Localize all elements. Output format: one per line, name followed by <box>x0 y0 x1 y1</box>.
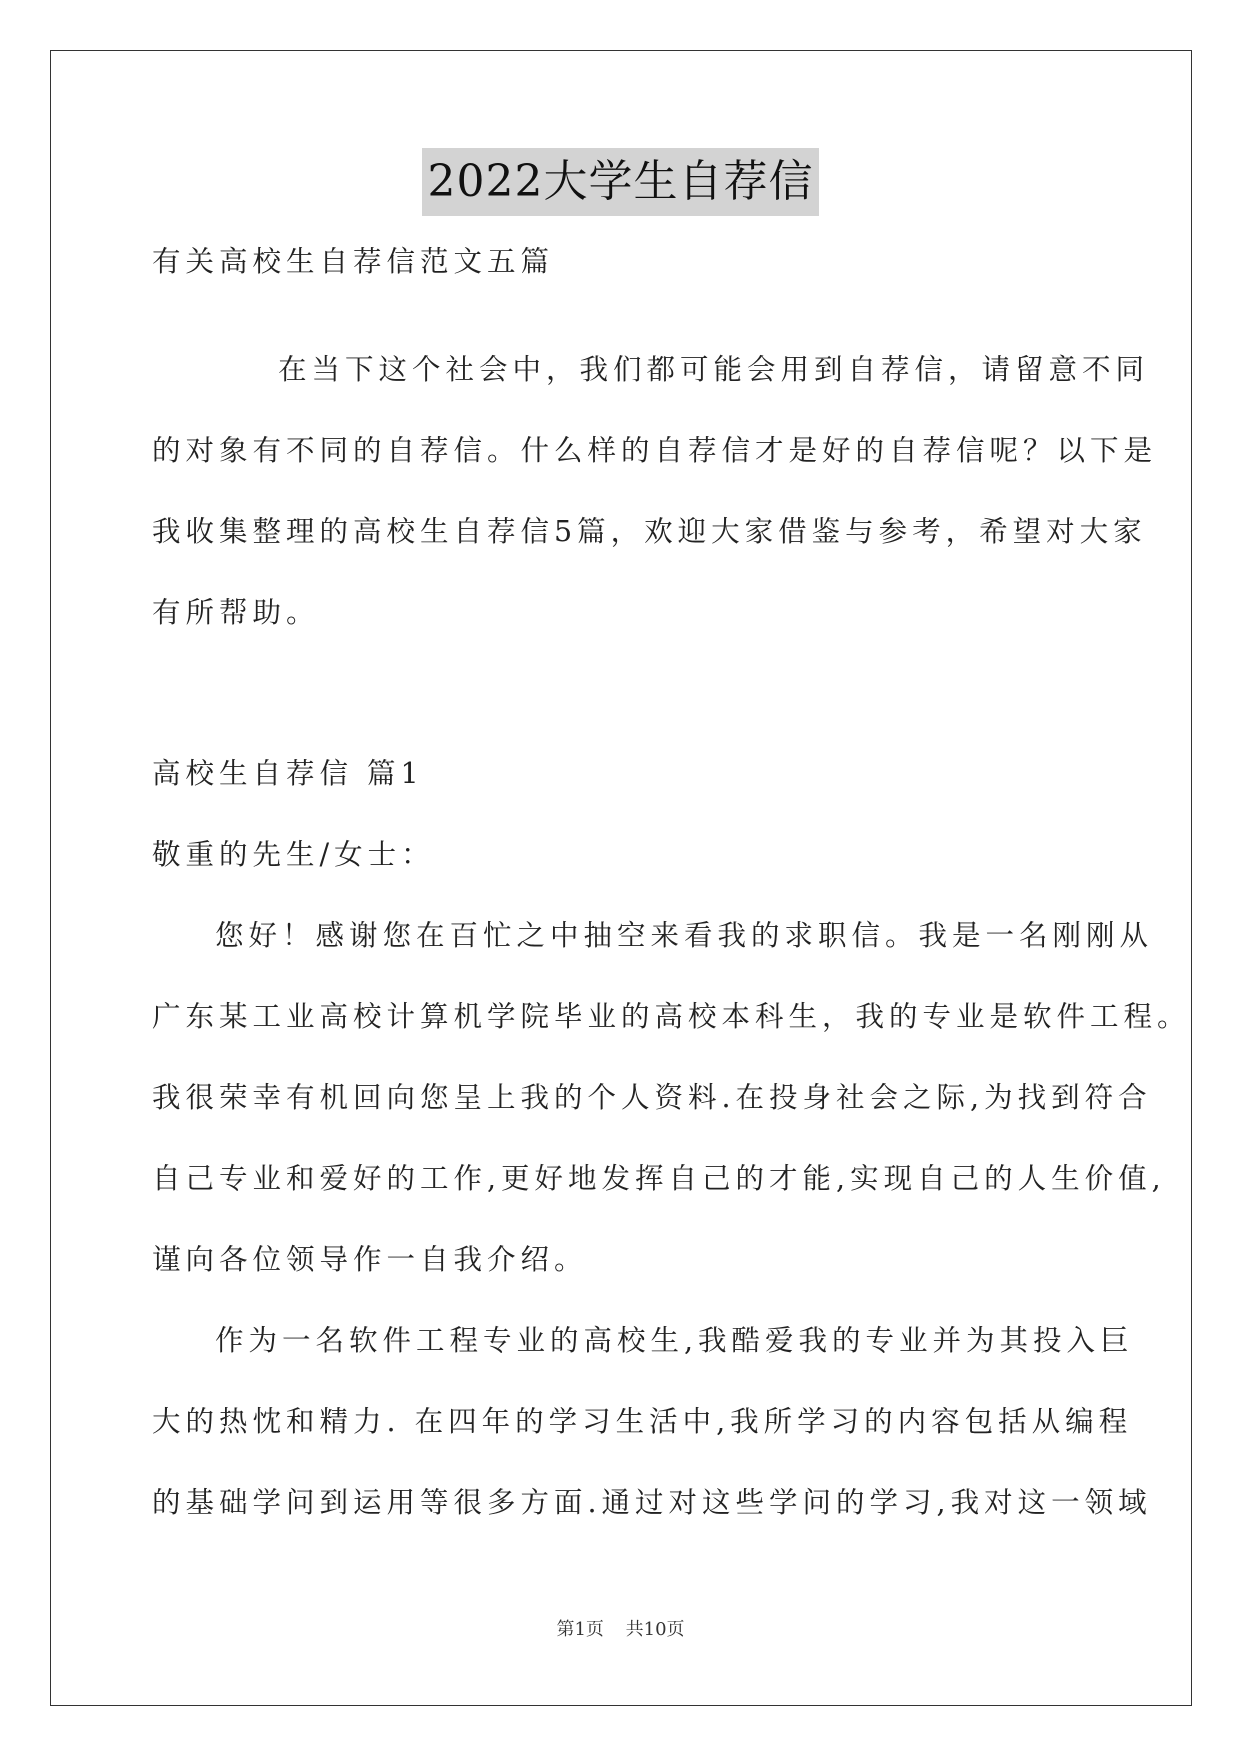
intro-line: 在当下这个社会中，我们都可能会用到自荐信，请留意不同 <box>278 353 1150 386</box>
page-number: 第1页 <box>556 1619 604 1640</box>
title-container <box>0 148 1241 216</box>
salutation: 敬重的先生/女士： <box>152 838 435 871</box>
intro-line: 的对象有不同的自荐信。什么样的自荐信才是好的自荐信呢？以下是 <box>152 434 1158 467</box>
paragraph-line: 大的热忱和精力. 在四年的学习生活中,我所学习的内容包括从编程 <box>152 1405 1133 1438</box>
paragraph-line: 自己专业和爱好的工作,更好地发挥自己的才能,实现自己的人生价值, <box>152 1162 1166 1195</box>
paragraph-line: 广东某工业高校计算机学院毕业的高校本科生，我的专业是软件工程。 <box>152 1000 1191 1033</box>
document-title: 2022大学生自荐信 <box>422 148 820 216</box>
page-total: 共10页 <box>625 1619 685 1640</box>
paragraph-line: 谨向各位领导作一自我介绍。 <box>152 1243 588 1276</box>
section-heading: 高校生自荐信 篇1 <box>152 757 424 790</box>
page-footer <box>0 1618 1241 1642</box>
intro-line: 有所帮助。 <box>152 596 320 629</box>
paragraph-line: 的基础学问到运用等很多方面.通过对这些学问的学习,我对这一领域 <box>152 1486 1152 1519</box>
paragraph-line: 我很荣幸有机回向您呈上我的个人资料.在投身社会之际,为找到符合 <box>152 1081 1152 1114</box>
paragraph-line: 您好！感谢您在百忙之中抽空来看我的求职信。我是一名刚刚从 <box>215 919 1154 952</box>
intro-line: 我收集整理的高校生自荐信5篇，欢迎大家借鉴与参考，希望对大家 <box>152 515 1147 548</box>
page-border <box>50 50 1192 1706</box>
paragraph-line: 作为一名软件工程专业的高校生,我酷爱我的专业并为其投入巨 <box>215 1324 1134 1357</box>
document-subtitle: 有关高校生自荐信范文五篇 <box>152 245 555 278</box>
